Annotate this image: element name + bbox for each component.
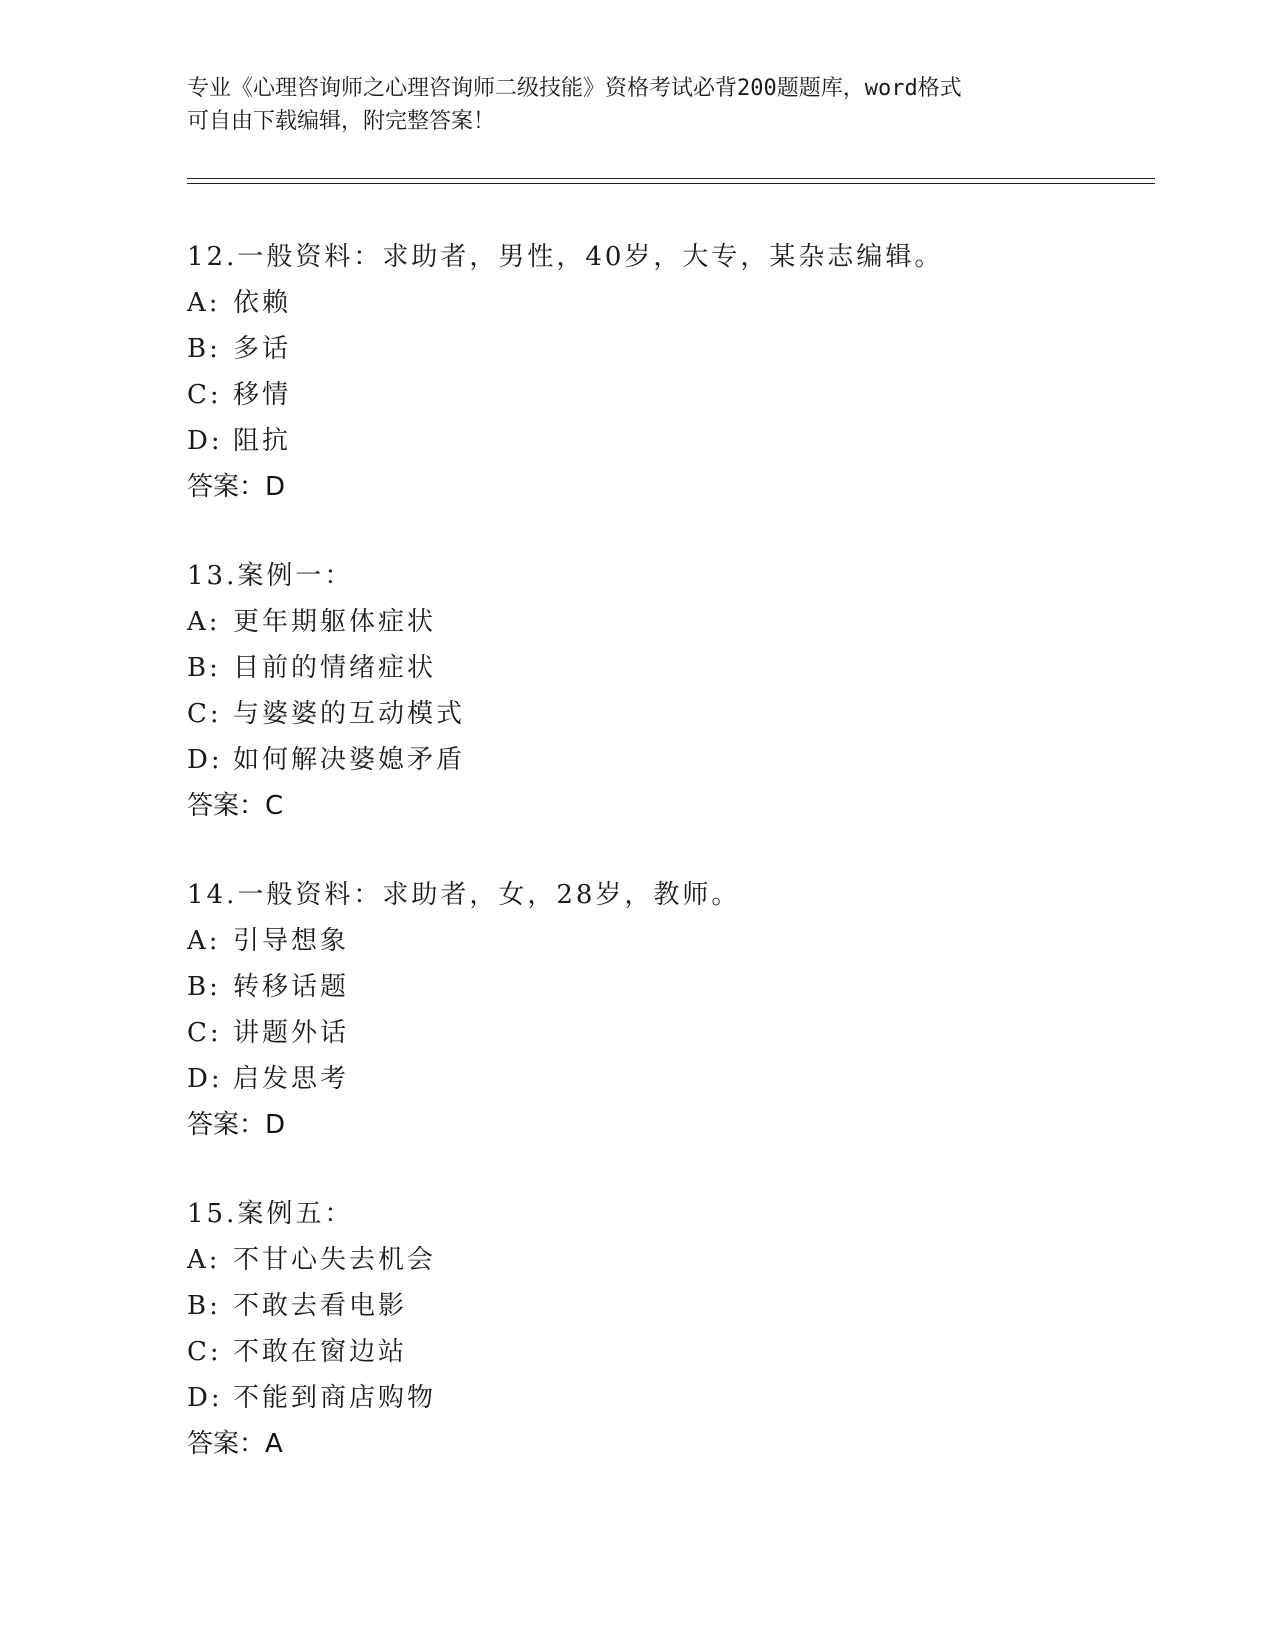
option-text: 转移话题 — [233, 972, 350, 1002]
option-key: B: — [187, 1291, 221, 1321]
option-key: D: — [187, 745, 223, 775]
question-15 — [187, 1191, 1087, 1467]
option-c — [187, 691, 1087, 737]
option-text: 移情 — [233, 380, 292, 410]
answer-line: 答案：D — [187, 472, 286, 502]
option-text: 讲题外话 — [233, 1018, 350, 1048]
option-text: 不敢去看电影 — [233, 1291, 408, 1321]
option-key: A: — [187, 1245, 221, 1275]
option-key: C: — [187, 1337, 222, 1367]
option-key: B: — [187, 653, 221, 683]
question-stem: 15.案例五： — [187, 1199, 354, 1229]
option-key: D: — [187, 1064, 223, 1094]
option-b — [187, 326, 1087, 372]
option-key: D: — [187, 1383, 223, 1413]
option-c — [187, 1329, 1087, 1375]
option-d — [187, 1056, 1087, 1102]
option-text: 如何解决婆媳矛盾 — [233, 745, 466, 775]
option-d — [187, 418, 1087, 464]
option-c — [187, 1010, 1087, 1056]
option-key: A: — [187, 607, 221, 637]
question-12 — [187, 234, 1087, 510]
option-text: 更年期躯体症状 — [233, 607, 437, 637]
question-stem: 14.一般资料：求助者，女，28岁，教师。 — [187, 880, 741, 910]
option-text: 与婆婆的互动模式 — [233, 699, 466, 729]
header-line-2: 可自由下载编辑，附完整答案！ — [187, 109, 496, 134]
option-a — [187, 599, 1087, 645]
option-text: 目前的情绪症状 — [233, 653, 437, 683]
question-stem: 12.一般资料：求助者，男性，40岁，大专，某杂志编辑。 — [187, 242, 944, 272]
question-13 — [187, 553, 1087, 829]
option-text: 阻抗 — [233, 426, 292, 456]
option-text: 依赖 — [233, 288, 292, 318]
question-stem: 13.案例一： — [187, 561, 354, 591]
option-text: 不敢在窗边站 — [233, 1337, 408, 1367]
answer-line: 答案：D — [187, 1110, 286, 1140]
option-key: C: — [187, 380, 222, 410]
option-d — [187, 1375, 1087, 1421]
option-a — [187, 1237, 1087, 1283]
option-key: C: — [187, 699, 222, 729]
header-line-1: 专业《心理咨询师之心理咨询师二级技能》资格考试必背200题题库，word格式 — [187, 76, 962, 101]
answer-line: 答案：C — [187, 791, 284, 821]
option-text: 不甘心失去机会 — [233, 1245, 437, 1275]
option-text: 不能到商店购物 — [233, 1383, 437, 1413]
option-key: B: — [187, 972, 221, 1002]
option-key: D: — [187, 426, 223, 456]
option-a — [187, 918, 1087, 964]
option-key: A: — [187, 926, 221, 956]
option-b — [187, 964, 1087, 1010]
option-c — [187, 372, 1087, 418]
option-d — [187, 737, 1087, 783]
header-divider-bottom — [187, 183, 1155, 184]
option-key: B: — [187, 334, 221, 364]
option-text: 多话 — [233, 334, 292, 364]
option-text: 引导想象 — [233, 926, 350, 956]
answer-line: 答案：A — [187, 1429, 283, 1459]
option-key: C: — [187, 1018, 222, 1048]
question-14 — [187, 872, 1087, 1148]
option-key: A: — [187, 288, 221, 318]
option-b — [187, 645, 1087, 691]
document-header — [187, 72, 1087, 138]
option-text: 启发思考 — [233, 1064, 350, 1094]
option-b — [187, 1283, 1087, 1329]
header-divider-top — [187, 178, 1155, 179]
option-a — [187, 280, 1087, 326]
